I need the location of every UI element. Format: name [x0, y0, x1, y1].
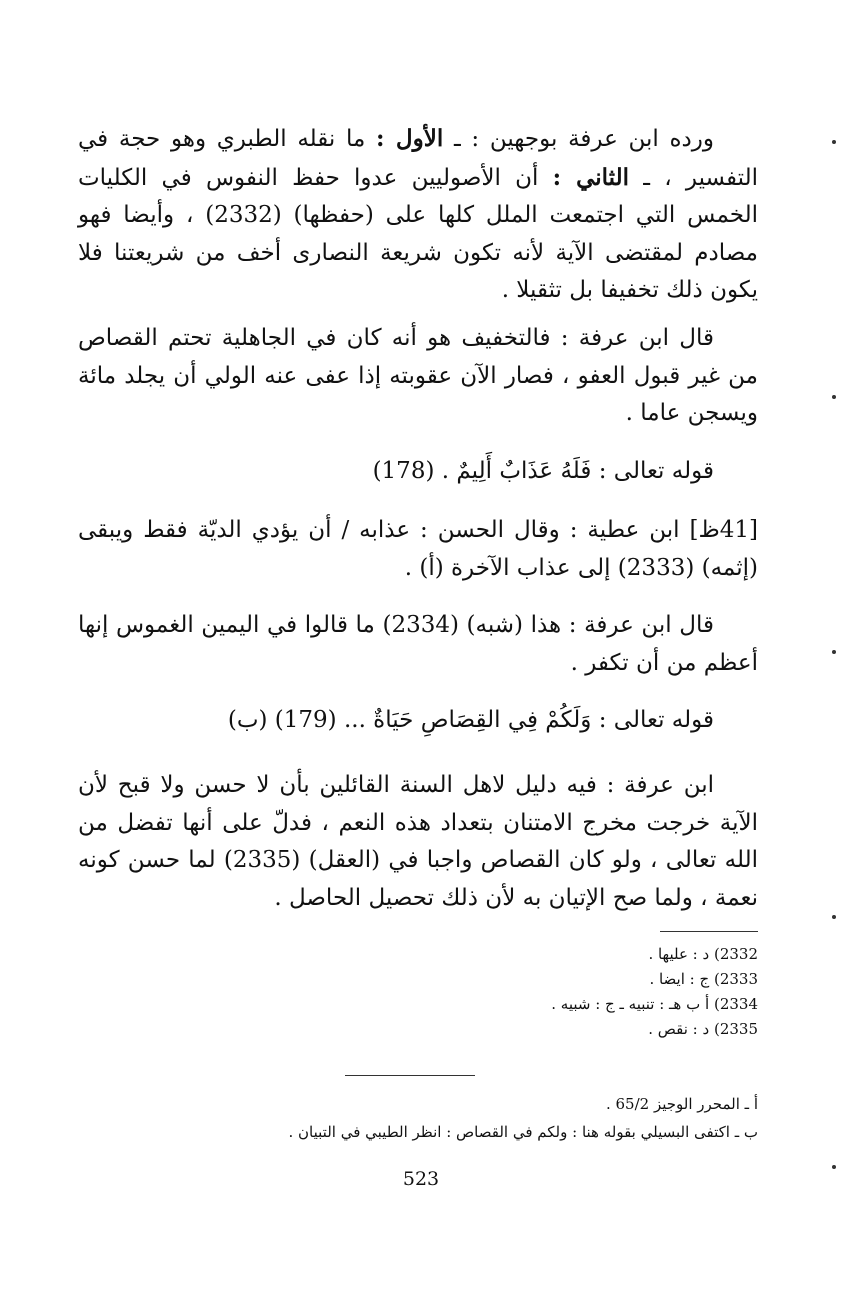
source-note-a: أ ـ المحرر الوجيز 65/2 .	[605, 1095, 758, 1113]
scan-edge-dot	[832, 140, 836, 144]
scan-edge-dot	[832, 395, 836, 399]
paragraph-2: قال ابن عرفة : فالتخفيف هو أنه كان في الجاهلية تحتم القصاص من غير قبول العفو ، فصار الآن عقوبته إذا عفى عنه الولي أن يجلد مائة ويسجن عاما .	[78, 325, 758, 426]
quran-verse-179: قوله تعالى : وَلَكُمْ فِي القِصَاصِ حَيَاةٌ ... (179) (ب)	[227, 707, 714, 733]
page-number: 523	[402, 1168, 440, 1190]
footnotes	[338, 942, 758, 1042]
footnote-divider	[660, 931, 758, 932]
source-notes	[68, 1090, 758, 1146]
footnote-item: 2335) د : نقص .	[648, 1020, 758, 1038]
paragraph-ibn-arafa-ghamus: قال ابن عرفة : هذا (شبه) (2334) ما قالوا في اليمين الغموس إنها أعظم من أن تكفر .	[78, 612, 758, 676]
footnote-item: 2334) أ ب هـ : تنبيه ـ ج : شبيه .	[551, 995, 758, 1013]
quran-verse-178: قوله تعالى : فَلَهُ عَذَابٌ أَلِيمٌ . (178)	[372, 458, 714, 484]
footnote-item: 2332) د : عليها .	[648, 945, 758, 963]
footnote-item: 2333) ج : ايضا .	[649, 970, 758, 988]
subnote-divider	[345, 1075, 475, 1076]
scan-edge-dot	[832, 915, 836, 919]
paragraph-1: ورده ابن عرفة بوجهين : ـ الأول : ما نقله الطبري وهو حجة في التفسير ، ـ الثاني : أن الأصوليين عدوا حفظ النفوس في الكليات الخمس التي اجتمعت الملل كلها على (حفظها) (2332) ، وأيضا فهو مصادم لمقتضى الآية لأنه تكون شريعة النصارى أخف من شريعتنا فلا يكون ذلك تخفيفا بل تثقيلا .	[78, 125, 759, 303]
paragraph-ibn-atiyya: [41ظ] ابن عطية : وقال الحسن : عذابه / أن يؤدي الديّة فقط ويبقى (إثمه) (2333) إلى عذاب الآخرة (أ) .	[78, 517, 758, 581]
source-note-b: ب ـ اكتفى البسيلي بقوله هنا : ولكم في القصاص : انظر الطيبي في التبيان .	[288, 1123, 758, 1141]
paragraph-ibn-arafa-sunna: ابن عرفة : فيه دليل لاهل السنة القائلين بأن لا حسن ولا قبح لأن الآية خرجت مخرج الامتنان بتعداد هذه النعم ، فدلّ على أنها تفضل من الله تعالى ، ولو كان القصاص واجبا في (العقل) (2335) لما حسن كونه نعمة ، ولما صح الإتيان به لأن ذلك تحصيل الحاصل .	[78, 772, 758, 911]
scan-edge-dot	[832, 650, 836, 654]
scan-edge-dot	[832, 1165, 836, 1169]
